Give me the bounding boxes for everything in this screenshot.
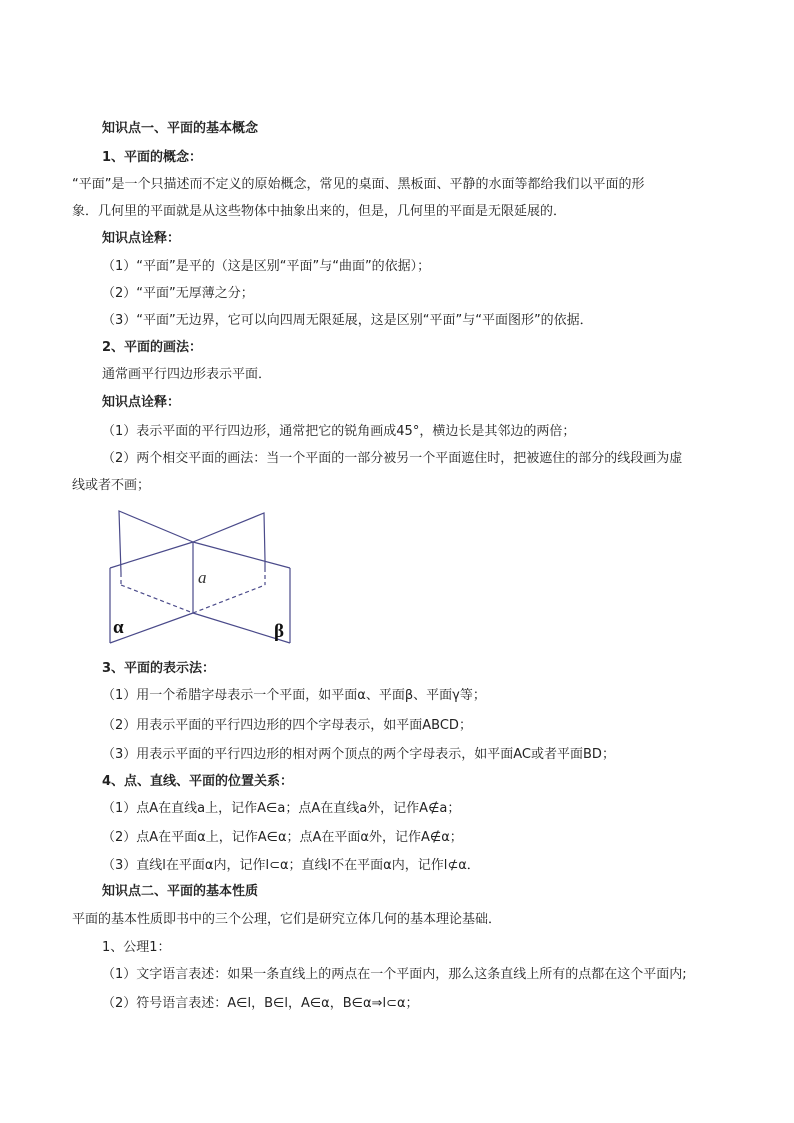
paragraph: （3）用表示平面的平行四边形的相对两个顶点的两个字母表示，如平面AC或者平面BD； <box>102 747 615 762</box>
alpha-label: α <box>113 617 124 638</box>
paragraph: （2）符号语言表述：A∈l，B∈l，A∈α，B∈α⇒l⊂α； <box>102 996 419 1011</box>
paragraph: “平面”是一个只描述而不定义的原始概念，常见的桌面、黑板面、平静的水面等都给我们以平面的形 <box>72 177 645 192</box>
paragraph: （2）点A在平面α上，记作A∈α；点A在平面α外，记作A∉α； <box>102 830 463 845</box>
subheading-plane-notation: 3、平面的表示法： <box>102 661 216 676</box>
note-item: （1）“平面”是平的（这是区别“平面”与“曲面”的依据）； <box>102 259 431 274</box>
paragraph: （1）点A在直线a上，记作A∈a；点A在直线a外，记作A∉a； <box>102 801 461 816</box>
note-heading: 知识点诠释： <box>102 395 181 410</box>
note-item: （1）表示平面的平行四边形，通常把它的锐角画成45°，横边长是其邻边的两倍； <box>102 424 576 439</box>
paragraph: （1）用一个希腊字母表示一个平面，如平面α、平面β、平面γ等； <box>102 688 486 703</box>
line-label: a <box>198 568 207 587</box>
note-item: （2）两个相交平面的画法：当一个平面的一部分被另一个平面遮住时，把被遮住的部分的线段画为虚 <box>102 451 683 466</box>
paragraph: （2）用表示平面的平行四边形的四个字母表示，如平面ABCD； <box>102 718 472 733</box>
intersecting-planes-diagram <box>100 505 310 650</box>
note-item: 线或者不画； <box>72 478 151 493</box>
beta-label: β <box>274 621 285 642</box>
subheading-plane-drawing: 2、平面的画法： <box>102 340 203 355</box>
paragraph: 象．几何里的平面就是从这些物体中抽象出来的，但是，几何里的平面是无限延展的． <box>72 204 567 219</box>
paragraph: （1）文字语言表述：如果一条直线上的两点在一个平面内，那么这条直线上所有的点都在这个平面内; <box>102 967 687 982</box>
subheading-plane-concept: 1、平面的概念： <box>102 150 203 165</box>
paragraph: （3）直线l在平面α内，记作l⊂α；直线l不在平面α内，记作l⊄α． <box>102 858 480 873</box>
note-heading: 知识点诠释： <box>102 231 181 246</box>
subheading-axiom-1: 1、公理1： <box>102 940 171 955</box>
paragraph: 平面的基本性质即书中的三个公理，它们是研究立体几何的基本理论基础． <box>72 912 502 927</box>
note-item: （3）“平面”无边界，它可以向四周无限延展，这是区别“平面”与“平面图形”的依据． <box>102 313 593 328</box>
paragraph: 通常画平行四边形表示平面． <box>102 367 272 382</box>
section-heading-2: 知识点二、平面的基本性质 <box>102 884 259 899</box>
section-heading-1: 知识点一、平面的基本概念 <box>102 121 259 136</box>
note-item: （2）“平面”无厚薄之分； <box>102 286 254 301</box>
subheading-positions: 4、点、直线、平面的位置关系： <box>102 774 294 789</box>
